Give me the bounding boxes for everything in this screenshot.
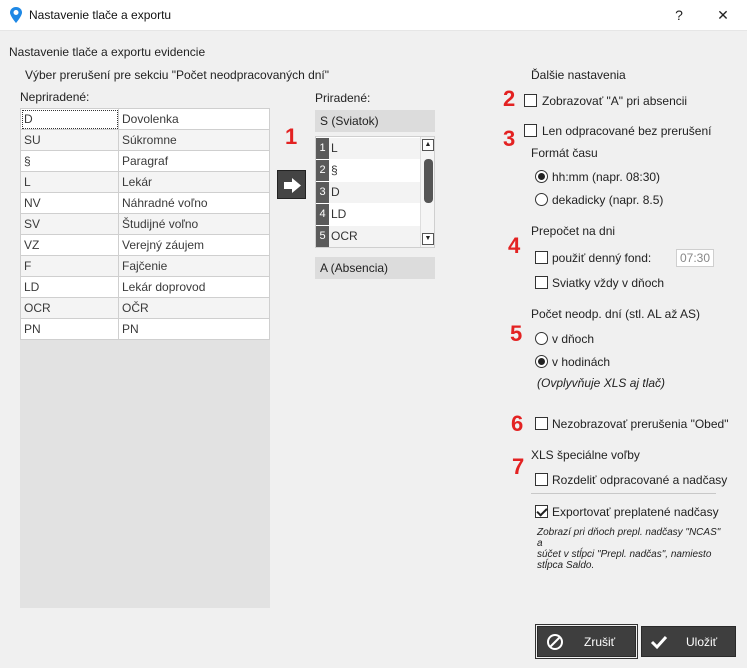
assigned-label: Priradené: (315, 91, 371, 105)
row-code[interactable]: NV (21, 193, 119, 214)
show-a-absence-label[interactable]: Zobrazovať "A" pri absencii (542, 94, 688, 108)
table-row[interactable] (21, 109, 270, 130)
right-heading: Ďalšie nastavenia (531, 68, 626, 82)
export-note-line1: Zobrazí pri dňoch prepl. nadčasy "NCAS" a (537, 527, 721, 549)
cancel-icon (546, 633, 564, 651)
assigned-scrollbar[interactable] (420, 137, 435, 247)
export-note (537, 527, 722, 571)
in-hours-radio[interactable] (535, 355, 548, 368)
time-decimal-label[interactable]: dekadicky (napr. 8.5) (552, 193, 664, 207)
in-days-label[interactable]: v dňoch (552, 332, 595, 346)
use-daily-fund-checkbox[interactable] (535, 251, 548, 264)
export-note-line3: stĺpca Saldo. (537, 560, 595, 571)
row-code[interactable]: OCR (21, 298, 119, 319)
use-daily-fund-label[interactable]: použiť denný fond: (552, 251, 652, 265)
assigned-item[interactable] (316, 226, 421, 247)
table-row[interactable] (21, 151, 270, 172)
holidays-days-label[interactable]: Sviatky vždy v dňoch (552, 276, 665, 290)
hide-lunch-checkbox[interactable] (535, 417, 548, 430)
row-code[interactable]: LD (21, 277, 119, 298)
assigned-item-code: OCR (331, 229, 358, 243)
move-right-button[interactable] (277, 170, 306, 199)
marker-7: 7 (512, 454, 525, 479)
window-title: Nastavenie tlače a exportu (29, 8, 172, 22)
cancel-button[interactable] (537, 626, 636, 657)
affects-note: (Ovplyvňuje XLS aj tlač) (537, 376, 666, 390)
assigned-item-number: 2 (316, 160, 329, 181)
scroll-up-icon[interactable]: ▲ (422, 139, 434, 151)
xls-label: XLS špeciálne voľby (531, 448, 640, 462)
holidays-days-checkbox[interactable] (535, 276, 548, 289)
assigned-list[interactable] (315, 136, 435, 248)
row-name[interactable]: Študijné voľno (119, 214, 270, 235)
row-name[interactable]: Lekár doprovod (119, 277, 270, 298)
save-button[interactable] (641, 626, 736, 657)
close-button[interactable]: ✕ (717, 7, 729, 23)
row-code[interactable]: SV (21, 214, 119, 235)
row-code[interactable]: PN (21, 319, 119, 340)
assigned-item-number: 5 (316, 226, 329, 247)
split-overtime-label[interactable]: Rozdeliť odpracované a nadčasy (552, 473, 728, 487)
marker-2: 2 (503, 86, 516, 111)
app-pin-icon (9, 7, 23, 23)
row-code[interactable]: SU (21, 130, 119, 151)
assigned-item[interactable] (316, 160, 421, 181)
table-row[interactable] (21, 130, 270, 151)
export-paid-overtime-checkbox[interactable] (535, 505, 548, 518)
in-days-radio[interactable] (535, 332, 548, 345)
row-name[interactable]: Lekár (119, 172, 270, 193)
save-label: Uložiť (686, 635, 718, 649)
time-decimal-radio[interactable] (535, 193, 548, 206)
divider (531, 493, 716, 494)
daily-fund-input[interactable]: 07:30 (676, 249, 714, 267)
title-bar (0, 0, 747, 31)
table-row[interactable] (21, 256, 270, 277)
group-header-a[interactable]: A (Absencia) (315, 257, 435, 279)
table-row[interactable] (21, 298, 270, 319)
scroll-down-icon[interactable]: ▼ (422, 233, 434, 245)
row-code[interactable]: F (21, 256, 119, 277)
row-code[interactable]: VZ (21, 235, 119, 256)
row-name[interactable]: Súkromne (119, 130, 270, 151)
table-row[interactable] (21, 172, 270, 193)
export-note-line2: súčet v stĺpci "Prepl. nadčas", namiesto (537, 549, 712, 560)
assigned-item[interactable] (316, 138, 421, 159)
only-worked-label[interactable]: Len odpracované bez prerušení (542, 124, 712, 138)
split-overtime-checkbox[interactable] (535, 473, 548, 486)
table-row[interactable] (21, 277, 270, 298)
assigned-item-code: § (331, 163, 338, 177)
help-button[interactable]: ? (675, 7, 683, 23)
section-subtitle: Výber prerušení pre sekciu "Počet neodpracovaných dní" (25, 68, 330, 82)
cancel-label: Zrušiť (584, 635, 616, 649)
time-format-label: Formát času (531, 146, 598, 160)
marker-3: 3 (503, 126, 516, 151)
time-hhmm-radio[interactable] (535, 170, 548, 183)
section-title: Nastavenie tlače a exportu evidencie (9, 45, 206, 59)
unassigned-list[interactable] (20, 108, 270, 608)
assigned-item-number: 3 (316, 182, 329, 203)
unassigned-table (20, 108, 270, 340)
marker-6: 6 (511, 411, 524, 436)
assigned-item-number: 1 (316, 138, 329, 159)
marker-5: 5 (510, 321, 523, 346)
row-code[interactable]: L (21, 172, 119, 193)
table-row[interactable] (21, 214, 270, 235)
row-code[interactable]: § (21, 151, 119, 172)
row-name[interactable]: Dovolenka (119, 109, 270, 130)
marker-4: 4 (508, 233, 521, 258)
table-row[interactable] (21, 193, 270, 214)
assigned-item-code: D (331, 185, 340, 199)
days-recalc-label: Prepočet na dni (531, 224, 616, 238)
unassigned-label: Nepriradené: (20, 90, 90, 104)
only-worked-checkbox[interactable] (524, 124, 537, 137)
hide-lunch-label[interactable]: Nezobrazovať prerušenia "Obed" (552, 417, 729, 431)
marker-1: 1 (285, 124, 298, 149)
row-name[interactable]: PN (119, 319, 270, 340)
row-name[interactable]: Verejný záujem (119, 235, 270, 256)
row-name[interactable]: Fajčenie (119, 256, 270, 277)
table-row[interactable] (21, 235, 270, 256)
check-icon (650, 633, 668, 651)
count-label: Počet neodp. dní (stl. AL až AS) (531, 307, 700, 321)
arrow-right-icon (278, 171, 307, 200)
assigned-item-code: LD (331, 207, 347, 221)
time-hhmm-label[interactable]: hh:mm (napr. 08:30) (552, 170, 661, 184)
row-name[interactable]: OČR (119, 298, 270, 319)
assigned-item[interactable] (316, 204, 421, 225)
row-code[interactable]: D (21, 109, 119, 130)
assigned-item-code: L (331, 141, 338, 155)
scroll-thumb[interactable] (424, 159, 433, 203)
assigned-item[interactable] (316, 182, 421, 203)
export-paid-overtime-label[interactable]: Exportovať preplatené nadčasy (552, 505, 719, 519)
assigned-item-number: 4 (316, 204, 329, 225)
row-name[interactable]: Náhradné voľno (119, 193, 270, 214)
show-a-absence-checkbox[interactable] (524, 94, 537, 107)
table-row[interactable] (21, 319, 270, 340)
in-hours-label[interactable]: v hodinách (552, 355, 611, 369)
group-header-s[interactable]: S (Sviatok) (315, 110, 435, 132)
row-name[interactable]: Paragraf (119, 151, 270, 172)
